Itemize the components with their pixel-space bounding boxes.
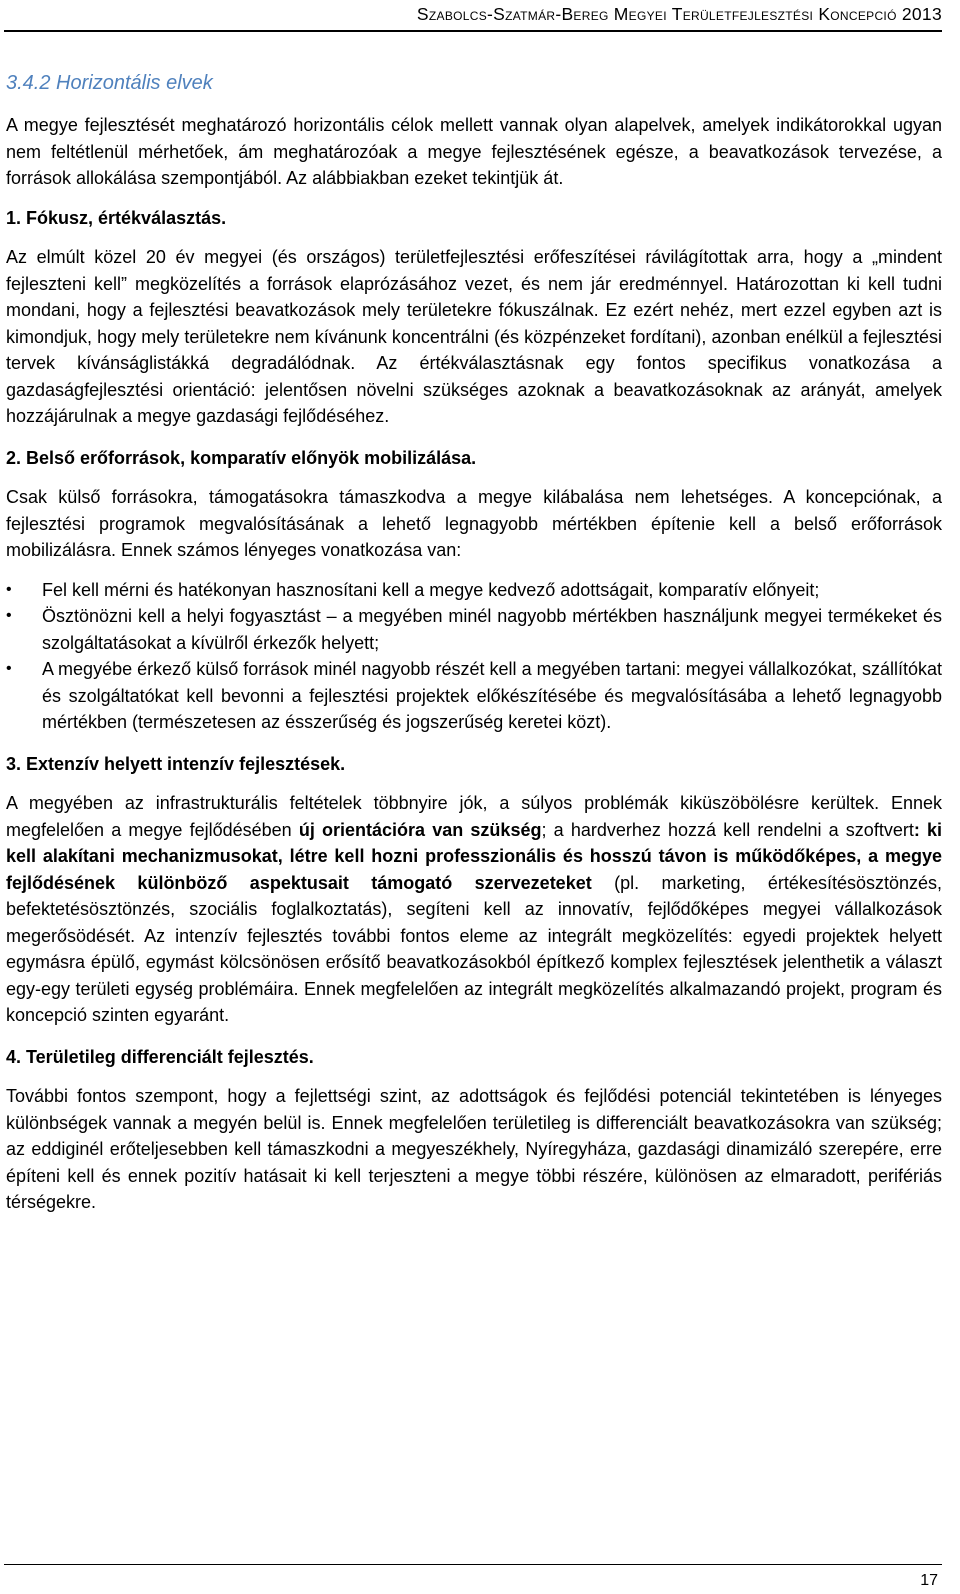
page-content [6, 70, 942, 1216]
item-3-text [6, 790, 942, 1029]
list-item [6, 656, 942, 736]
section-intro: A megye fejlesztését meghatározó horizontális célok mellett vannak olyan alapelvek, amelyek indikátorokkal ugyan nem feltétlenül mérhetőek, ám meghatározóak a megye fejlesztésének egésze, a beavatkozások tervezése, a források allokálása szempontjából. Az alábbiakban ezeket tekintjük át. [6, 115, 942, 188]
bullet-icon: • [6, 660, 12, 677]
item-3-emphasis-a: új orientációra van szükség [298, 819, 542, 840]
item-3-emphasis-b: : ki kell alakítani mechanizmusokat, létre kell hozni professzionális és hosszú távon is működőképes, a megye fejlődésének különböző aspektusait támogató szervezeteket [6, 819, 943, 893]
item-1-title: 1. Fókusz, értékválasztás. [6, 207, 227, 228]
item-3-text-part-c: (pl. marketing, értékesítésösztönzés, befektetésösztönzés, szociális foglalkoztatás), segíteni kell az innovatív, fejlődőképes megyei vállalkozások megerősödését. Az intenzív fejlesztés további fontos eleme az integrált megközelítés: egyedi projektek helyett egymásra épülő, egymást kölcsönösen erősítő beavatkozásokból építkező komplex fejlesztések jelenthetik a választ egy-egy területi egység problémáira. Ennek megfelelően az integrált megközelítés alkalmazandó projekt, program és koncepció szinten egyaránt. [6, 872, 943, 1025]
list-item [6, 577, 942, 604]
page-number: 17 [920, 1572, 938, 1589]
item-3-title: 3. Extenzív helyett intenzív fejlesztések. [6, 753, 346, 774]
item-1-text: Az elmúlt közel 20 év megyei (és országos) területfejlesztési erőfeszítései rávilágítottak arra, hogy a „mindent fejleszteni kell” megközelítés a források elaprózásához vezet, és nem jár eredménnyel. Határozottan ki kell tudni mondani, hogy a fejlesztési beavatkozások mely területekre fókuszálnak. Ez ezért nehéz, mert ezzel egyben azt is kimondjuk, hogy mely területekre nem kívánunk koncentrálni (és közpénzeket fordítani), azonban enélkül a fejlesztési tervek kívánságlistákká degradálódnak. Az értékválasztásnak egy fontos specifikus vonatkozása a gazdaságfejlesztési orientáció: jelentősen növelni szükséges azoknak a beavatkozásoknak az arányát, amelyek hozzájárulnak a megye gazdasági fejlődéséhez. [6, 247, 942, 426]
item-3-text-part-a: A megyében az infrastrukturális feltételek többnyire jók, a súlyos problémák kiküszöbölésre kerültek. Ennek megfelelően a megye fejlődésében [6, 793, 942, 840]
list-item-text: A megyébe érkező külső források minél nagyobb részét kell a megyében tartani: megyei vállalkozókat, szállítókat és szolgáltatókat kell bevonni a fejlesztési projektek előkészítésébe és megvalósításába a lehető legnagyobb mértékben (természetesen az ésszerűség és jogszerűség keretei közt). [42, 659, 942, 732]
bullet-icon: • [6, 580, 12, 598]
running-header: Szabolcs-Szatmár-Bereg Megyei Területfejlesztési Koncepció 2013 [416, 4, 942, 24]
bullet-icon: • [6, 607, 12, 624]
item-2-text: Csak külső forrásokra, támogatásokra támaszkodva a megye kilábalása nem lehetséges. A koncepciónak, a fejlesztési programok megvalósításának a lehető legnagyobb mértékben építenie kell a belső erőforrások mobilizálásra. Ennek számos lényeges vonatkozása van: [6, 487, 942, 560]
item-4-title: 4. Területileg differenciált fejlesztés. [6, 1046, 314, 1067]
section-heading: 3.4.2 Horizontális elvek [6, 72, 213, 94]
item-4-text: További fontos szempont, hogy a fejlettségi szint, az adottságok és fejlődési potenciál tekintetében is lényeges különbségek vannak a megyén belül is. Ennek megfelelően területileg is differenciált beavatkozásokra van szükség; az eddiginél erőteljesebben kell támaszkodni a megyeszékhely, Nyíregyháza, gazdasági dinamizáló szerepére, erre építeni kell és ennek pozitív hatásait ki kell terjeszteni a megye többi részére, különösen az elmaradott, perifériás térségekre. [6, 1086, 942, 1212]
list-item [6, 603, 942, 656]
item-3-text-part-b: ; a hardverhez hozzá kell rendelni a szoftvert [541, 819, 914, 840]
list-item-text: Ösztönözni kell a helyi fogyasztást – a megyében minél nagyobb mértékben használjunk megyei termékeket és szolgáltatásokat a kívülről érkezők helyett; [42, 606, 942, 653]
item-2-bullet-list [6, 577, 942, 736]
header-rule [4, 30, 942, 32]
footer-rule [4, 1564, 942, 1565]
list-item-text: Fel kell mérni és hatékonyan hasznosítani kell a megye kedvező adottságait, komparatív előnyeit; [42, 579, 820, 600]
item-2-title: 2. Belső erőforrások, komparatív előnyök mobilizálása. [6, 447, 477, 468]
